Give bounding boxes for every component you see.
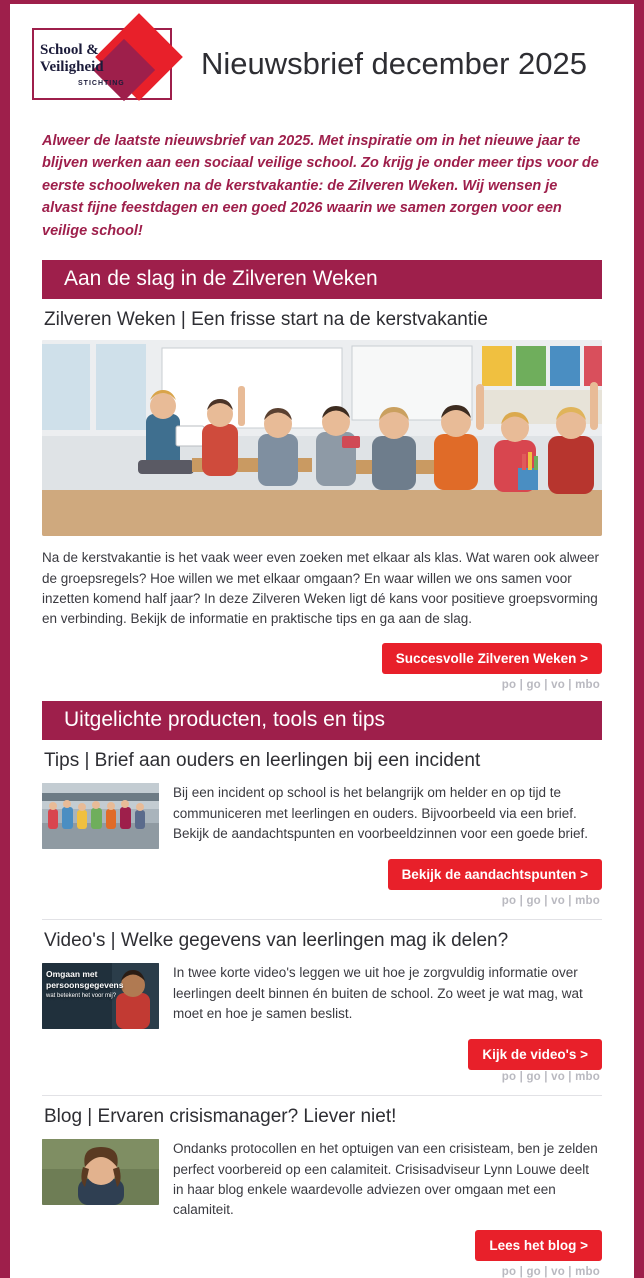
cta-row-blog <box>42 1220 602 1261</box>
section-bar-zilveren-weken: Aan de slag in de Zilveren Weken <box>42 260 602 299</box>
cta-row-zilveren-weken <box>42 633 602 674</box>
thumbnail-label-text: Omgaan met persoonsgegevens <box>46 969 124 990</box>
cta-row-videos <box>42 1029 602 1070</box>
cta-zilveren-weken[interactable]: Succesvolle Zilveren Weken > <box>382 643 602 674</box>
tags-zilveren-weken: po | go | vo | mbo <box>501 679 600 692</box>
logo-line1: School & <box>40 42 99 58</box>
item-heading-blog: Blog | Ervaren crisismanager? Liever niet! <box>44 1106 397 1128</box>
item-body-videos: In twee korte video's leggen we uit hoe je zorgvuldig informatie over leerlingen deelt binnen én buiten de school. Zo weet je wat mag, wat moet en hoe je samen beslist. <box>173 965 583 1021</box>
item-tips-brief <box>10 740 634 907</box>
logo-subtext: STICHTING <box>78 80 125 87</box>
cta-videos[interactable]: Kijk de video's > <box>468 1039 602 1070</box>
item-blog-crisismanager <box>10 1096 634 1278</box>
logo-line2: Veiligheid <box>40 58 104 75</box>
hero-image-classroom <box>42 340 602 536</box>
thumbnail-label-sub: wat betekent het voor mij? <box>46 992 117 999</box>
thumbnail-schoolyard <box>42 783 159 849</box>
item-videos-gegevens <box>10 920 634 1083</box>
thumbnail-portrait-lynn-louwe <box>42 1139 159 1205</box>
newsletter-header <box>10 4 634 118</box>
page-title: Nieuwsbrief december 2025 <box>201 46 587 82</box>
section-heading-zilveren-weken: Zilveren Weken | Een frisse start na de kerstvakantie <box>44 309 488 331</box>
tags-blog: po | go | vo | mbo <box>501 1266 600 1278</box>
section-bar-uitgelichte-producten: Uitgelichte producten, tools en tips <box>42 701 602 740</box>
thumbnail-label <box>46 969 159 1000</box>
school-veiligheid-logo <box>26 18 176 110</box>
logo-text <box>40 42 104 76</box>
tags-tips: po | go | vo | mbo <box>501 895 600 908</box>
section-body-zilveren-weken: Na de kerstvakantie is het vaak weer even zoeken met elkaar als klas. Wat waren ook alweer de groepsregels? Hoe willen we met elkaar omgaan? En waar willen we ons samen voor inzetten komend half jaar? In deze Zilveren Weken ligt dé kans voor positieve groepsvorming en verbinding. Bekijk de informatie en praktische tips en ga aan de slag. <box>42 550 600 627</box>
item-body-tips: Bij een incident op school is het belangrijk om helder en op tijd te communiceren met leerlingen en ouders. Bijvoorbeeld via een brief. Bekijk de aandachtspunten en voorbeeldzinnen voor een goede brief. <box>173 785 589 841</box>
tags-videos: po | go | vo | mbo <box>501 1071 600 1084</box>
item-body-blog: Ondanks protocollen en het optuigen van een crisisteam, ben je zelden perfect voorbereid op een calamiteit. Crisisadviseur Lynn Louwe deelt in haar blog enkele waardevolle adviezen over omgaan met een calamiteit. <box>173 1141 598 1218</box>
intro-paragraph: Alweer de laatste nieuwsbrief van 2025. Met inspiratie om in het nieuwe jaar te blijven werken aan een sociaal veilige school. Zo krijg je onder meer tips voor de eerste schoolweken na de kerstvakantie: de Zilveren Weken. Wij wensen je alvast fijne feestdagen en een goed 2026 waarin we samen zorgen voor een veilige school! <box>42 133 599 239</box>
section-zilveren-weken <box>10 299 634 691</box>
thumbnail-video-persoonsgegevens <box>42 963 159 1029</box>
item-heading-tips: Tips | Brief aan ouders en leerlingen bij een incident <box>44 750 481 772</box>
item-heading-videos: Video's | Welke gegevens van leerlingen mag ik delen? <box>44 930 509 952</box>
cta-tips[interactable]: Bekijk de aandachtspunten > <box>388 859 602 890</box>
cta-blog[interactable]: Lees het blog > <box>475 1230 602 1261</box>
cta-row-tips <box>42 849 602 890</box>
